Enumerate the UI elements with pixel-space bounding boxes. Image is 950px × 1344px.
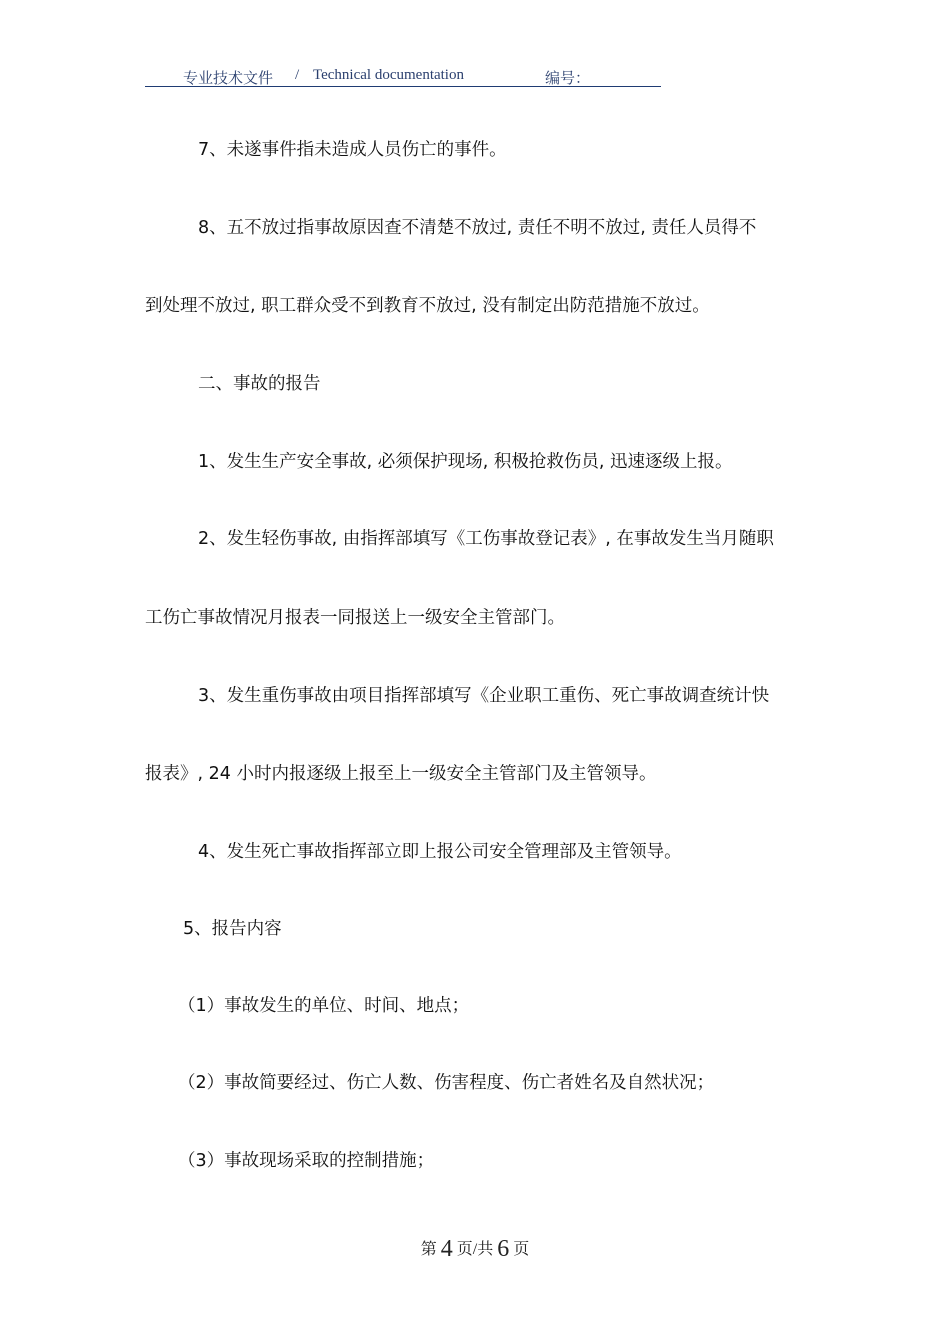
footer-total-pages: 6	[497, 1236, 510, 1262]
item-5-heading: 5、报告内容	[183, 919, 282, 939]
item-3-line2: 报表》, 24 小时内报逐级上报至上一级安全主管部门及主管领导。	[145, 764, 657, 784]
sub-item-3: （3）事故现场采取的控制措施；	[178, 1151, 435, 1171]
footer-current-page: 4	[440, 1236, 453, 1262]
sub-item-1: （1）事故发生的单位、时间、地点；	[178, 996, 470, 1016]
page-footer	[0, 1236, 950, 1263]
header-separator: /	[295, 67, 300, 83]
footer-suffix: 页	[513, 1241, 530, 1258]
sub-item-2: （2）事故简要经过、伤亡人数、伤害程度、伤亡者姓名及自然状况；	[178, 1073, 715, 1093]
header-cn-title: 专业技术文件	[183, 71, 274, 87]
paragraph-7: 7、未遂事件指未造成人员伤亡的事件。	[198, 140, 507, 160]
paragraph-8-line1: 8、五不放过指事故原因查不清楚不放过, 责任不明不放过, 责任人员得不	[198, 218, 757, 238]
section-heading-2: 二、事故的报告	[198, 374, 321, 394]
page-header	[145, 66, 661, 87]
paragraph-8-line2: 到处理不放过, 职工群众受不到教育不放过, 没有制定出防范措施不放过。	[145, 296, 710, 316]
item-2-line2: 工伤亡事故情况月报表一同报送上一级安全主管部门。	[145, 608, 565, 628]
item-2-line1: 2、发生轻伤事故, 由指挥部填写《工伤事故登记表》, 在事故发生当月随职	[198, 529, 774, 549]
item-4: 4、发生死亡事故指挥部立即上报公司安全管理部及主管领导。	[198, 842, 682, 862]
footer-middle: 页/共	[456, 1241, 494, 1258]
item-3-line1: 3、发生重伤事故由项目指挥部填写《企业职工重伤、死亡事故调查统计快	[198, 686, 770, 706]
header-number-label: 编号：	[545, 71, 591, 87]
item-1: 1、发生生产安全事故, 必须保护现场, 积极抢救伤员, 迅速逐级上报。	[198, 452, 733, 472]
header-en-title: Technical documentation	[313, 67, 464, 83]
footer-prefix: 第	[420, 1241, 437, 1258]
